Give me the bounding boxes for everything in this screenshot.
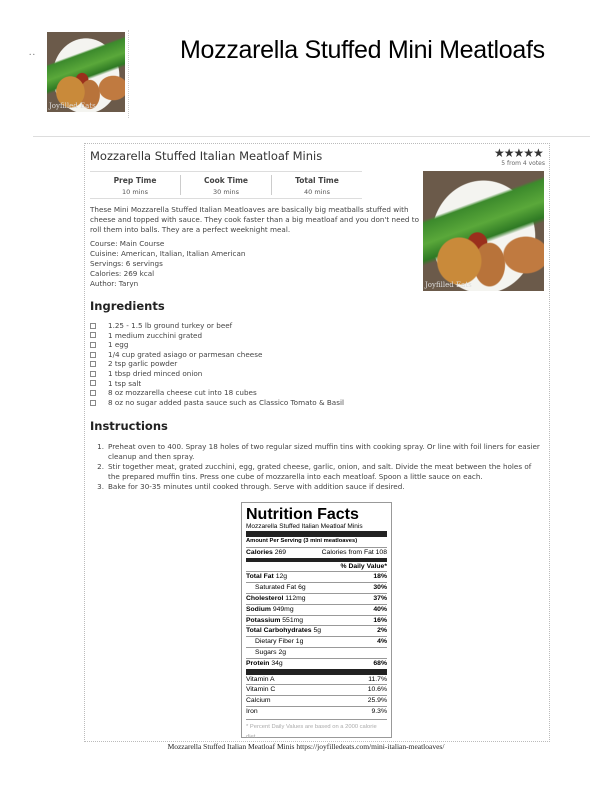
nutrient-label: Sugars [255,648,277,656]
nutrient-row [246,582,387,593]
step-number: 3. [97,482,104,491]
nutrient-label: Dietary Fiber [255,638,294,646]
vitamin-rows [246,669,387,717]
nutrient-percent: 16% [373,616,387,624]
nutrient-label: Total Fat [246,573,274,581]
rating-stars[interactable]: ★★★★★ [494,146,543,160]
footer-source: Mozzarella Stuffed Italian Meatloaf Minis https://joyfilledeats.com/mini-italian-meatloaves/ [167,742,445,751]
recipe-meta [90,239,245,289]
nutrient-amount: 2g [278,648,286,656]
ingredient-checkbox[interactable] [90,390,96,396]
prep-time [90,172,180,198]
nutrient-percent: 40% [373,605,387,613]
daily-value-header: % Daily Value* [340,562,387,570]
time-value: 40 mins [304,188,330,196]
vitamin-row [246,684,387,695]
divider [33,136,590,137]
nutrition-facts [241,502,392,738]
meta-cuisine: Cuisine: American, Italian, Italian American [90,249,246,258]
nutrient-label: Total Carbohydrates [246,627,312,635]
fat-calories: Calories from Fat 108 [321,548,387,556]
ingredient-checkbox[interactable] [90,361,96,367]
step-number: 2. [97,462,104,471]
nutrient-percent: 18% [373,573,387,581]
vitamin-label: Vitamin A [246,675,275,683]
vitamin-row [246,675,387,685]
ingredients-heading: Ingredients [90,299,165,313]
nutrient-percent: 4% [377,638,387,646]
image-watermark: Joyfilled Eats [49,102,96,110]
calories-value: 269 [274,548,287,556]
instruction-step [90,442,545,462]
recipe-description: These Mini Mozzarella Stuffed Italian Meatloaves are basically big meatballs stuffed with cheese and topped with sauce. They cook faster than a big meatloaf and you don't need to roll them into balls. They are a perfect weeknight meal. [90,205,419,234]
image-watermark: Joyfilled Eats [425,281,472,289]
meta-course: Course: Main Course [90,239,165,248]
vitamin-label: Calcium [246,697,271,705]
nutrition-title: Nutrition Facts [246,506,359,523]
ingredient-text: 2 tsp garlic powder [108,359,178,369]
vitamin-percent: 25.9% [367,697,387,705]
nutrient-percent: 30% [373,584,387,592]
ingredient-text: 8 oz no sugar added pasta sauce such as Classico Tomato & Basil [108,397,344,407]
ingredient-item [90,369,344,379]
nutrient-amount: 6g [298,584,306,592]
nutrition-footnote: * Percent Daily Values are based on a 2000 calorie diet. [246,719,387,742]
ingredient-item [90,340,344,350]
vitamin-label: Iron [246,707,258,715]
calories-row [246,547,387,562]
ingredient-item [90,321,344,331]
ingredient-checkbox[interactable] [90,400,96,406]
rating-votes: 5 from 4 votes [501,160,545,167]
nutrition-subtitle: Mozzarella Stuffed Italian Meatloaf Minis [246,523,387,537]
nutrient-percent: 37% [373,594,387,602]
divider [128,30,129,118]
vitamin-label: Vitamin C [246,686,276,694]
ingredient-item [90,350,344,360]
time-value: 10 mins [122,188,148,196]
nutrient-row [246,604,387,615]
nutrient-amount: 34g [271,659,283,667]
ingredients-list [90,321,344,407]
time-label: Prep Time [113,176,157,185]
nutrient-label: Potassium [246,616,281,624]
recipe-thumbnail [47,32,125,112]
instruction-step [90,462,545,482]
total-time [271,175,362,195]
ingredient-text: 1 tbsp dried minced onion [108,368,203,378]
ingredient-text: 1 tsp salt [108,378,142,388]
nutrient-amount: 12g [275,573,288,581]
step-text: Bake for 30-35 minutes until cooked through. Serve with addition sauce if desired. [108,482,405,491]
nutrient-amount: 949mg [272,605,294,613]
instruction-step [90,482,545,492]
nutrient-row [246,647,387,658]
recipe-title: Mozzarella Stuffed Italian Meatloaf Minis [90,149,323,163]
ingredient-checkbox[interactable] [90,323,96,329]
nutrient-percent: 2% [377,627,387,635]
ingredient-item [90,388,344,398]
vitamin-percent: 10.6% [367,686,387,694]
ingredient-item [90,398,344,408]
meta-author: Author: Taryn [90,279,139,288]
vitamin-row [246,706,387,717]
ingredient-item [90,359,344,369]
nutrient-label: Cholesterol [246,594,284,602]
ingredient-text: 1 egg [108,340,129,350]
ingredient-text: 1/4 cup grated asiago or parmesan cheese [108,349,263,359]
nutrient-percent: 68% [373,659,387,667]
nutrient-row [246,636,387,647]
meta-calories: Calories: 269 kcal [90,269,155,278]
calories-label: Calories [246,548,273,556]
step-number: 1. [97,442,104,451]
ingredient-checkbox[interactable] [90,332,96,338]
recipe-times [90,171,362,199]
nutrient-amount: 551mg [282,616,304,624]
nutrient-amount: 5g [313,627,322,635]
meta-servings: Servings: 6 servings [90,259,163,268]
ingredient-item [90,379,344,389]
ingredient-item [90,331,344,341]
ingredient-text: 8 oz mozzarella cheese cut into 18 cubes [108,388,257,398]
vitamin-percent: 11.7% [368,675,387,683]
nutrient-row [246,571,387,582]
side-mark: • • [29,52,35,57]
nutrient-row [246,625,387,636]
nutrient-row [246,615,387,626]
nutrient-row [246,593,387,604]
ingredient-checkbox[interactable] [90,371,96,377]
nutrient-label: Saturated Fat [255,584,297,592]
vitamin-percent: 9.3% [371,707,387,715]
step-text: Stir together meat, grated zucchini, egg, grated cheese, garlic, onion, and salt. Divide the meat between the holes of the prepared muffin tins. Press one cube of mozzarella into each meatloaf. Spoon a little sauce on each. [108,462,532,481]
ingredient-checkbox[interactable] [90,352,96,358]
ingredient-text: 1.25 - 1.5 lb ground turkey or beef [108,321,233,330]
nutrient-amount: 1g [295,638,304,646]
ingredient-checkbox[interactable] [90,342,96,348]
instructions-list [90,442,545,492]
vitamin-row [246,695,387,706]
time-label: Total Time [295,176,339,185]
nutrient-rows [246,571,387,668]
ingredient-checkbox[interactable] [90,380,96,386]
nutrient-label: Protein [246,659,270,667]
nutrient-amount: 112mg [285,594,306,602]
nutrient-label: Sodium [246,605,271,613]
step-text: Preheat oven to 400. Spray 18 holes of two regular sized muffin tins with cooking spray. Or line with foil liners for easier cleanup and then spray. [108,442,540,461]
time-value: 30 mins [213,188,239,196]
nutrient-row [246,658,387,669]
instructions-heading: Instructions [90,419,168,433]
cook-time [180,175,271,195]
time-label: Cook Time [204,176,248,185]
page-title: Mozzarella Stuffed Mini Meatloafs [180,36,545,64]
serving-size: Amount Per Serving (3 mini meatloaves) [246,538,358,544]
ingredient-text: 1 medium zucchini grated [108,330,203,340]
recipe-image [423,171,544,291]
